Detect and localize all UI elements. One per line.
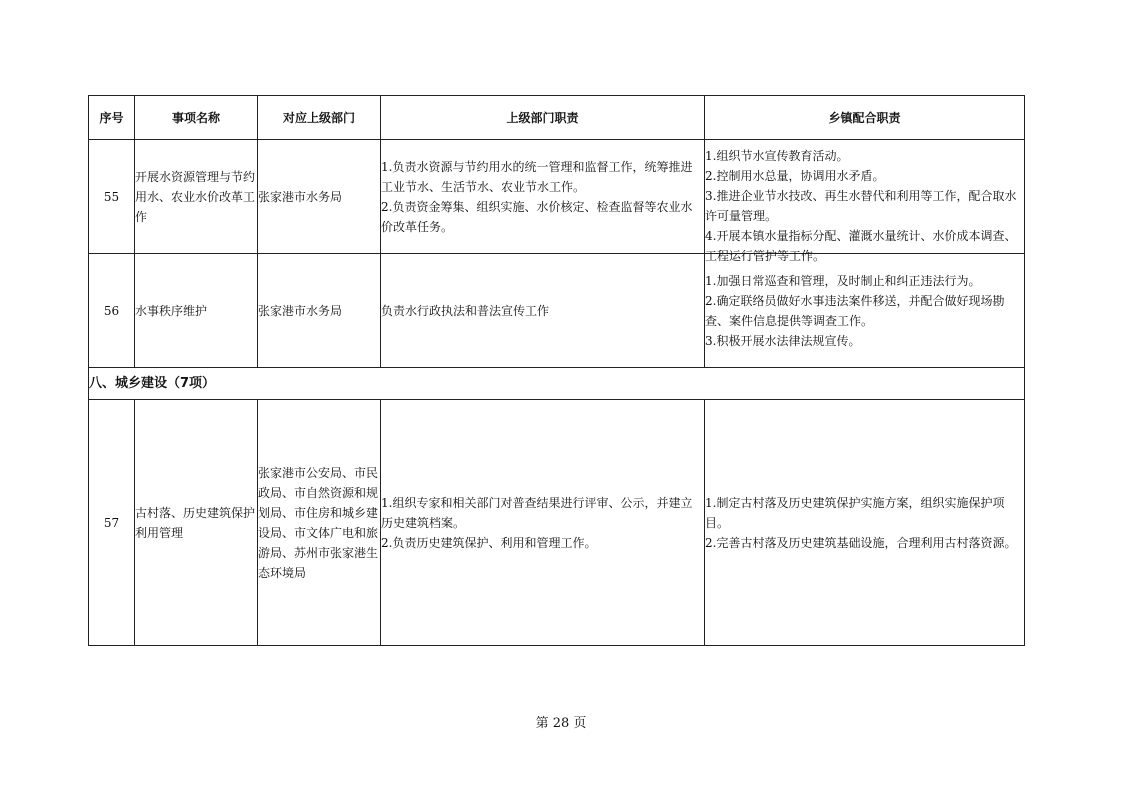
table-row <box>89 400 1025 646</box>
upper-department: 张家港市水务局 <box>258 254 381 368</box>
upper-department: 张家港市水务局 <box>258 140 381 254</box>
town-duty-line: 1.加强日常巡查和管理，及时制止和纠正违法行为。 <box>705 273 981 288</box>
town-duty-line: 2.完善古村落及历史建筑基础设施，合理利用古村落资源。 <box>705 535 1017 550</box>
town-duty-line: 1.制定古村落及历史建筑保护实施方案，组织实施保护项目。 <box>705 495 1005 530</box>
town-duty-line: 2.控制用水总量，协调用水矛盾。 <box>705 168 885 183</box>
header-dept: 对应上级部门 <box>258 96 381 140</box>
upper-duty-line: 1.负责水资源与节约用水的统一管理和监督工作，统筹推进工业节水、生活节水、农业节水工作。 <box>381 159 693 194</box>
upper-department: 张家港市公安局、市民政局、市自然资源和规划局、市住房和城乡建设局、市文体广电和旅游局、苏州市张家港生态环境局 <box>258 400 381 646</box>
header-no: 序号 <box>89 96 135 140</box>
town-duty-line: 4.开展本镇水量指标分配、灌溉水量统计、水价成本调查、工程运行管护等工作。 <box>705 228 1017 263</box>
town-duty <box>705 400 1025 646</box>
row-number: 55 <box>89 140 135 254</box>
duty-table <box>88 95 1025 646</box>
upper-duty <box>381 140 705 254</box>
item-name: 古村落、历史建筑保护利用管理 <box>135 400 258 646</box>
upper-duty <box>381 254 705 368</box>
upper-duty <box>381 400 705 646</box>
town-duty-line: 3.推进企业节水技改、再生水替代和利用等工作，配合取水许可量管理。 <box>705 188 1017 223</box>
header-name: 事项名称 <box>135 96 258 140</box>
row-number: 56 <box>89 254 135 368</box>
page-number: 第 28 页 <box>535 716 587 731</box>
town-duty-line: 3.积极开展水法律法规宣传。 <box>705 333 861 348</box>
section-title: 八、城乡建设（7项） <box>89 368 1025 400</box>
town-duty <box>705 254 1025 368</box>
table-row <box>89 254 1025 368</box>
item-name: 水事秩序维护 <box>135 254 258 368</box>
town-duty <box>705 140 1025 263</box>
row-number: 57 <box>89 400 135 646</box>
table-row <box>89 140 1025 254</box>
section-row <box>89 368 1025 400</box>
item-name: 开展水资源管理与节约用水、农业水价改革工作 <box>135 140 258 254</box>
upper-duty-line: 1.组织专家和相关部门对普查结果进行评审、公示，并建立历史建筑档案。 <box>381 495 693 530</box>
town-duty-line: 1.组织节水宣传教育活动。 <box>705 148 849 163</box>
header-row <box>89 96 1025 140</box>
town-duty-line: 2.确定联络员做好水事违法案件移送，并配合做好现场勘查、案件信息提供等调查工作。 <box>705 293 1005 328</box>
header-town-duty: 乡镇配合职责 <box>705 96 1025 140</box>
upper-duty-line: 2.负责历史建筑保护、利用和管理工作。 <box>381 535 597 550</box>
upper-duty-line: 负责水行政执法和普法宣传工作 <box>381 303 550 318</box>
upper-duty-line: 2.负责资金筹集、组织实施、水价核定、检查监督等农业水价改革任务。 <box>381 199 693 234</box>
header-upper-duty: 上级部门职责 <box>381 96 705 140</box>
